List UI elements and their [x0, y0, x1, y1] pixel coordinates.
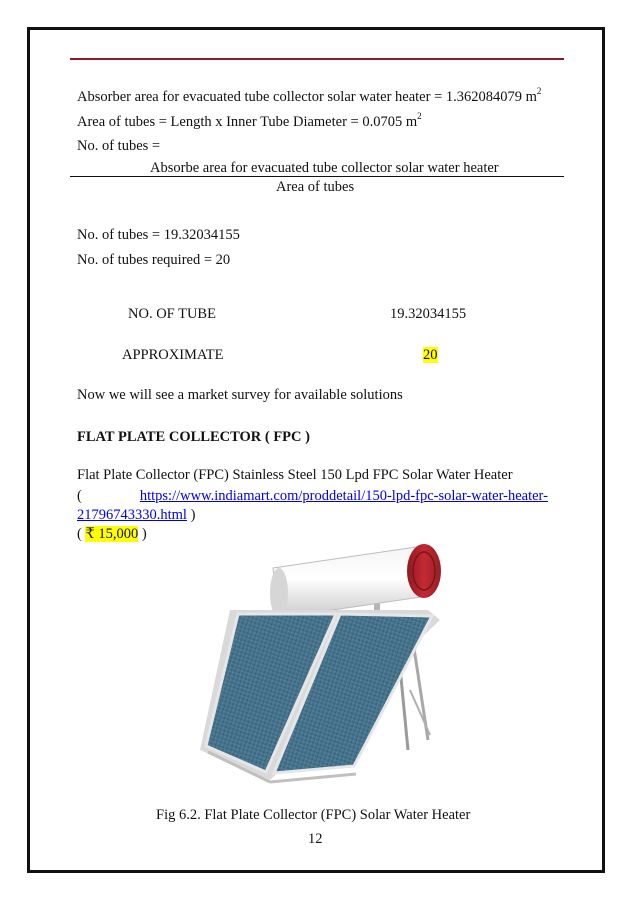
absorber-area-exponent: 2 [536, 86, 542, 96]
price-open-paren: ( [77, 526, 86, 542]
product-title: Flat Plate Collector (FPC) Stainless Steel 150 Lpd FPC Solar Water Heater [77, 467, 513, 483]
section-heading: FLAT PLATE COLLECTOR ( FPC ) [77, 429, 310, 445]
link-close-paren: ) [186, 507, 196, 523]
summary-row1-value: 19.32034155 [390, 306, 467, 322]
base-rail-2 [270, 774, 356, 782]
price-value: ₹ 15,000 [85, 526, 139, 542]
link-open-paren: ( [77, 488, 82, 504]
summary-row2-highlight: 20 [423, 347, 438, 363]
solar-water-heater-image [178, 540, 450, 790]
page-number: 12 [308, 831, 323, 847]
summary-row1-label: NO. OF TUBE [128, 306, 216, 322]
figure-caption: Fig 6.2. Flat Plate Collector (FPC) Solar Water Heater [156, 807, 471, 823]
fraction-bar [70, 176, 564, 177]
market-survey-text: Now we will see a market survey for available solutions [77, 387, 403, 403]
area-of-tubes-line [77, 113, 422, 131]
solar-water-heater-illustration [178, 540, 450, 790]
absorber-area-text: Absorber area for evacuated tube collector solar water heater = 1.362084079 m [77, 89, 537, 105]
summary-row2-label: APPROXIMATE [122, 347, 224, 363]
link-line-1 [77, 487, 548, 505]
area-of-tubes-text: Area of tubes = Length x Inner Tube Diameter = 0.0705 m [77, 114, 418, 130]
storage-tank [273, 546, 428, 618]
product-link-part1[interactable]: https://www.indiamart.com/proddetail/150-lpd-fpc-solar-water-heater- [139, 488, 548, 504]
no-of-tubes-required: No. of tubes required = 20 [77, 252, 231, 268]
absorber-area-line [77, 88, 541, 106]
link-line-2 [77, 506, 195, 524]
price-line [77, 525, 147, 543]
summary-row2-value [423, 346, 438, 364]
header-rule [70, 58, 564, 60]
area-of-tubes-exponent: 2 [417, 111, 422, 121]
no-of-tubes-equation: No. of tubes = [77, 138, 161, 154]
price-close-paren: ) [138, 526, 147, 542]
fraction-numerator: Absorbe area for evacuated tube collector solar water heater [150, 160, 499, 176]
fraction-denominator: Area of tubes [276, 179, 355, 195]
product-link-part2[interactable]: 21796743330.html [77, 507, 187, 523]
no-of-tubes-result: No. of tubes = 19.32034155 [77, 227, 240, 243]
